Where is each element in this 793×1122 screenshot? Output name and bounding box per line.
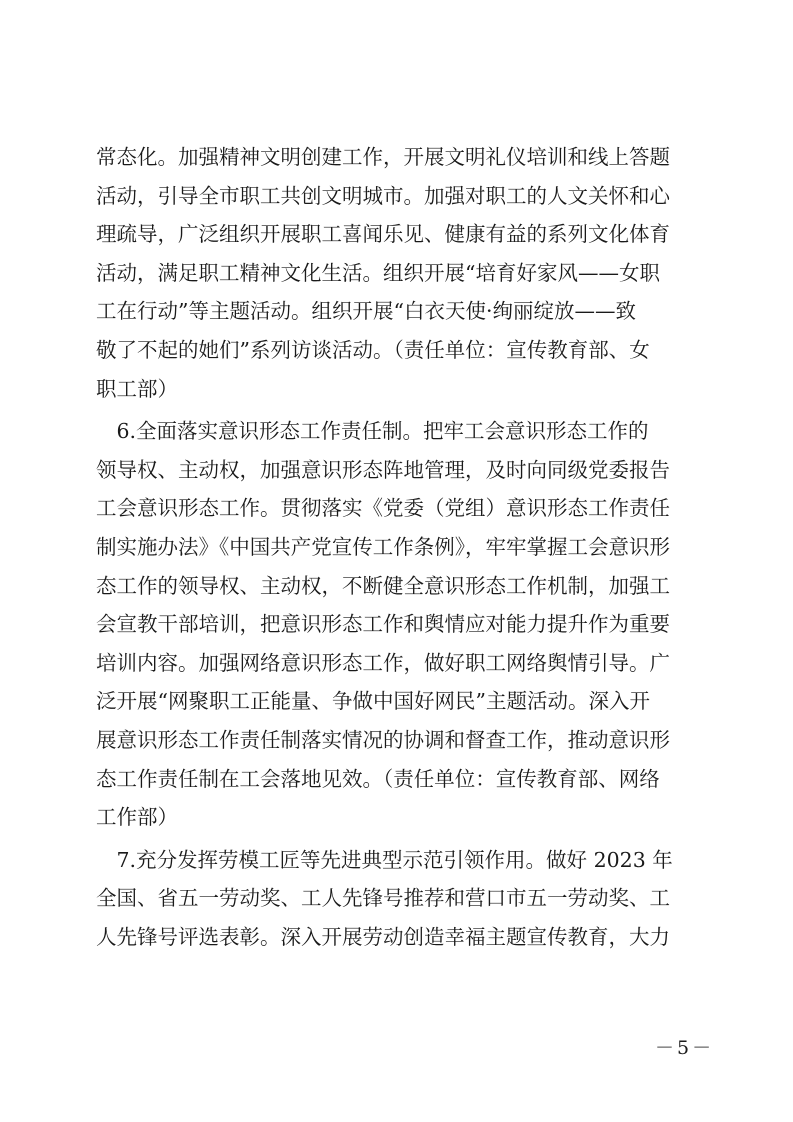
text-line: 会宣教干部培训，把意识形态工作和舆情应对能力提升作为重要	[96, 612, 670, 637]
text-line: 态工作的领导权、主动权，不断健全意识形态工作机制，加强工	[96, 573, 670, 598]
text-line: 活动，引导全市职工共创文明城市。加强对职工的人文关怀和心	[96, 183, 670, 208]
text-line: 培训内容。加强网络意识形态工作，做好职工网络舆情引导。广	[96, 650, 670, 675]
text-line: 态工作责任制在工会落地见效。（责任单位：宣传教育部、网络	[96, 766, 660, 791]
text-line: 7.充分发挥劳模工匠等先进典型示范引领作用。做好 2023 年	[96, 847, 673, 872]
document-body	[96, 138, 716, 956]
text-line: 展意识形态工作责任制落实情况的协调和督查工作，推动意识形	[96, 727, 670, 752]
page-number: －5－	[655, 1037, 715, 1059]
text-line: 工在行动”等主题活动。组织开展“白衣天使·绚丽绽放——致	[96, 299, 636, 324]
paragraph-ideology-responsibility	[96, 412, 716, 837]
text-line: 理疏导，广泛组织开展职工喜闻乐见、健康有益的系列文化体育	[96, 222, 670, 247]
text-line: 活动，满足职工精神文化生活。组织开展“培育好家风——女职	[96, 260, 660, 285]
text-line: 工会意识形态工作。贯彻落实《党委（党组）意识形态工作责任	[96, 496, 670, 521]
paragraph-culture-activities	[96, 138, 716, 408]
text-line: 全国、省五一劳动奖、工人先锋号推荐和营口市五一劳动奖、工	[96, 886, 670, 911]
text-line: 6.全面落实意识形态工作责任制。把牢工会意识形态工作的	[96, 419, 649, 444]
text-line: 常态化。加强精神文明创建工作，开展文明礼仪培训和线上答题	[96, 145, 670, 169]
text-line: 职工部）	[96, 376, 178, 401]
text-line: 泛开展“网聚职工正能量、争做中国好网民”主题活动。深入开	[96, 689, 650, 714]
text-line: 工作部）	[96, 805, 178, 830]
text-line: 敬了不起的她们”系列访谈活动。（责任单位：宣传教育部、女	[96, 337, 650, 362]
text-line: 领导权、主动权，加强意识形态阵地管理，及时向同级党委报告	[96, 457, 670, 482]
text-line: 人先锋号评选表彰。深入开展劳动创造幸福主题宣传教育，大力	[96, 924, 670, 949]
paragraph-model-workers	[96, 841, 716, 957]
text-line: 制实施办法》《中国共产党宣传工作条例》，牢牢掌握工会意识形	[96, 534, 670, 559]
